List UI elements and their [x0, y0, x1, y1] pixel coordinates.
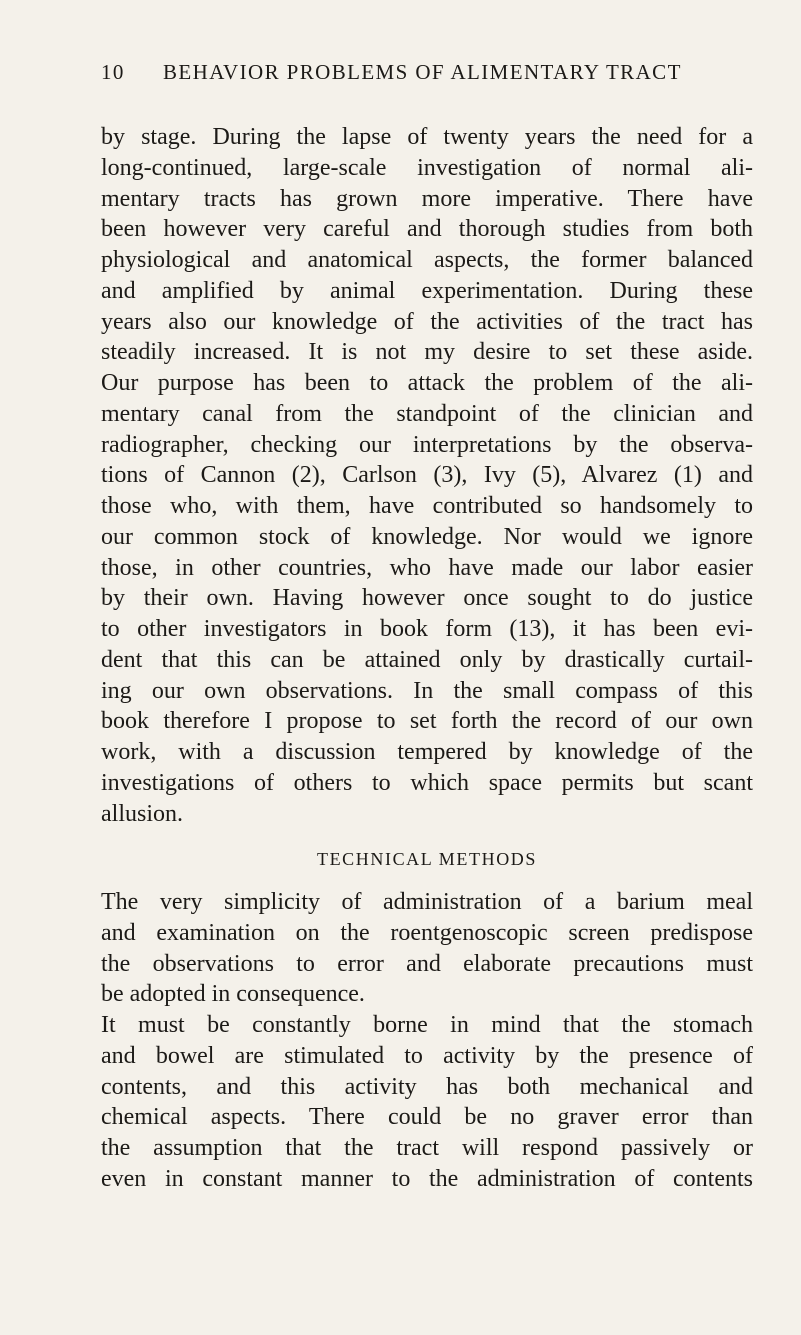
text-line: mentary canal from the standpoint of the clinician and: [101, 400, 753, 427]
body-text: [101, 122, 753, 1195]
text-line: radiographer, checking our interpretations by the observa-: [101, 431, 753, 458]
text-line: by stage. During the lapse of twenty years the need for a: [101, 124, 753, 150]
text-line: long-continued, large-scale investigation of normal ali-: [101, 154, 753, 181]
text-line: the observations to error and elaborate precautions must: [101, 950, 753, 977]
text-line: and bowel are stimulated to activity by the presence of: [101, 1042, 753, 1069]
text-line: those who, with them, have contributed so handsomely to: [101, 493, 753, 519]
running-head: [101, 60, 753, 92]
page-number: 10: [101, 60, 125, 84]
paragraph-3: [101, 1010, 753, 1195]
text-line: by their own. Having however once sought to do justice: [101, 585, 753, 612]
text-line: steadily increased. It is not my desire to set these aside.: [101, 339, 753, 366]
paragraph-1: [101, 122, 753, 829]
text-line: The very simplicity of administration of a barium meal: [101, 889, 753, 915]
text-line: tions of Cannon (2), Carlson (3), Ivy (5), Alvarez (1) and: [101, 462, 753, 489]
text-line: be adopted in consequence.: [101, 981, 365, 1008]
text-line: It must be constantly borne in mind that the stomach: [101, 1012, 753, 1038]
text-line: chemical aspects. There could be no graver error than: [101, 1104, 753, 1131]
text-line: work, with a discussion tempered by knowledge of the: [101, 739, 753, 765]
text-line: mentary tracts has grown more imperative. There have: [101, 185, 753, 212]
section-heading: TECHNICAL METHODS: [316, 849, 538, 870]
paragraph-2: [101, 887, 753, 1010]
text-line: years also our knowledge of the activities of the tract has: [101, 308, 753, 335]
running-title: BEHAVIOR PROBLEMS OF ALIMENTARY TRACT: [163, 60, 682, 84]
text-line: those, in other countries, who have made our labor easier: [101, 554, 753, 581]
text-line: our common stock of knowledge. Nor would we ignore: [101, 523, 753, 550]
text-line: physiological and anatomical aspects, the former balanced: [101, 247, 753, 273]
text-line: and examination on the roentgenoscopic screen predispose: [101, 919, 753, 946]
text-line: contents, and this activity has both mechanical and: [101, 1073, 753, 1100]
text-line: dent that this can be attained only by drastically curtail-: [101, 646, 753, 673]
text-line: allusion.: [101, 800, 183, 827]
text-line: investigations of others to which space permits but scant: [101, 769, 753, 796]
text-line: ing our own observations. In the small compass of this: [101, 677, 753, 704]
text-line: been however very careful and thorough studies from both: [101, 216, 753, 243]
text-line: and amplified by animal experimentation. During these: [101, 277, 753, 304]
text-line: book therefore I propose to set forth the record of our own: [101, 708, 753, 735]
text-line: to other investigators in book form (13), it has been evi-: [101, 616, 753, 642]
text-line: the assumption that the tract will respond passively or: [101, 1135, 753, 1161]
text-line: even in constant manner to the administration of contents: [101, 1165, 753, 1192]
text-line: Our purpose has been to attack the problem of the ali-: [101, 370, 753, 396]
